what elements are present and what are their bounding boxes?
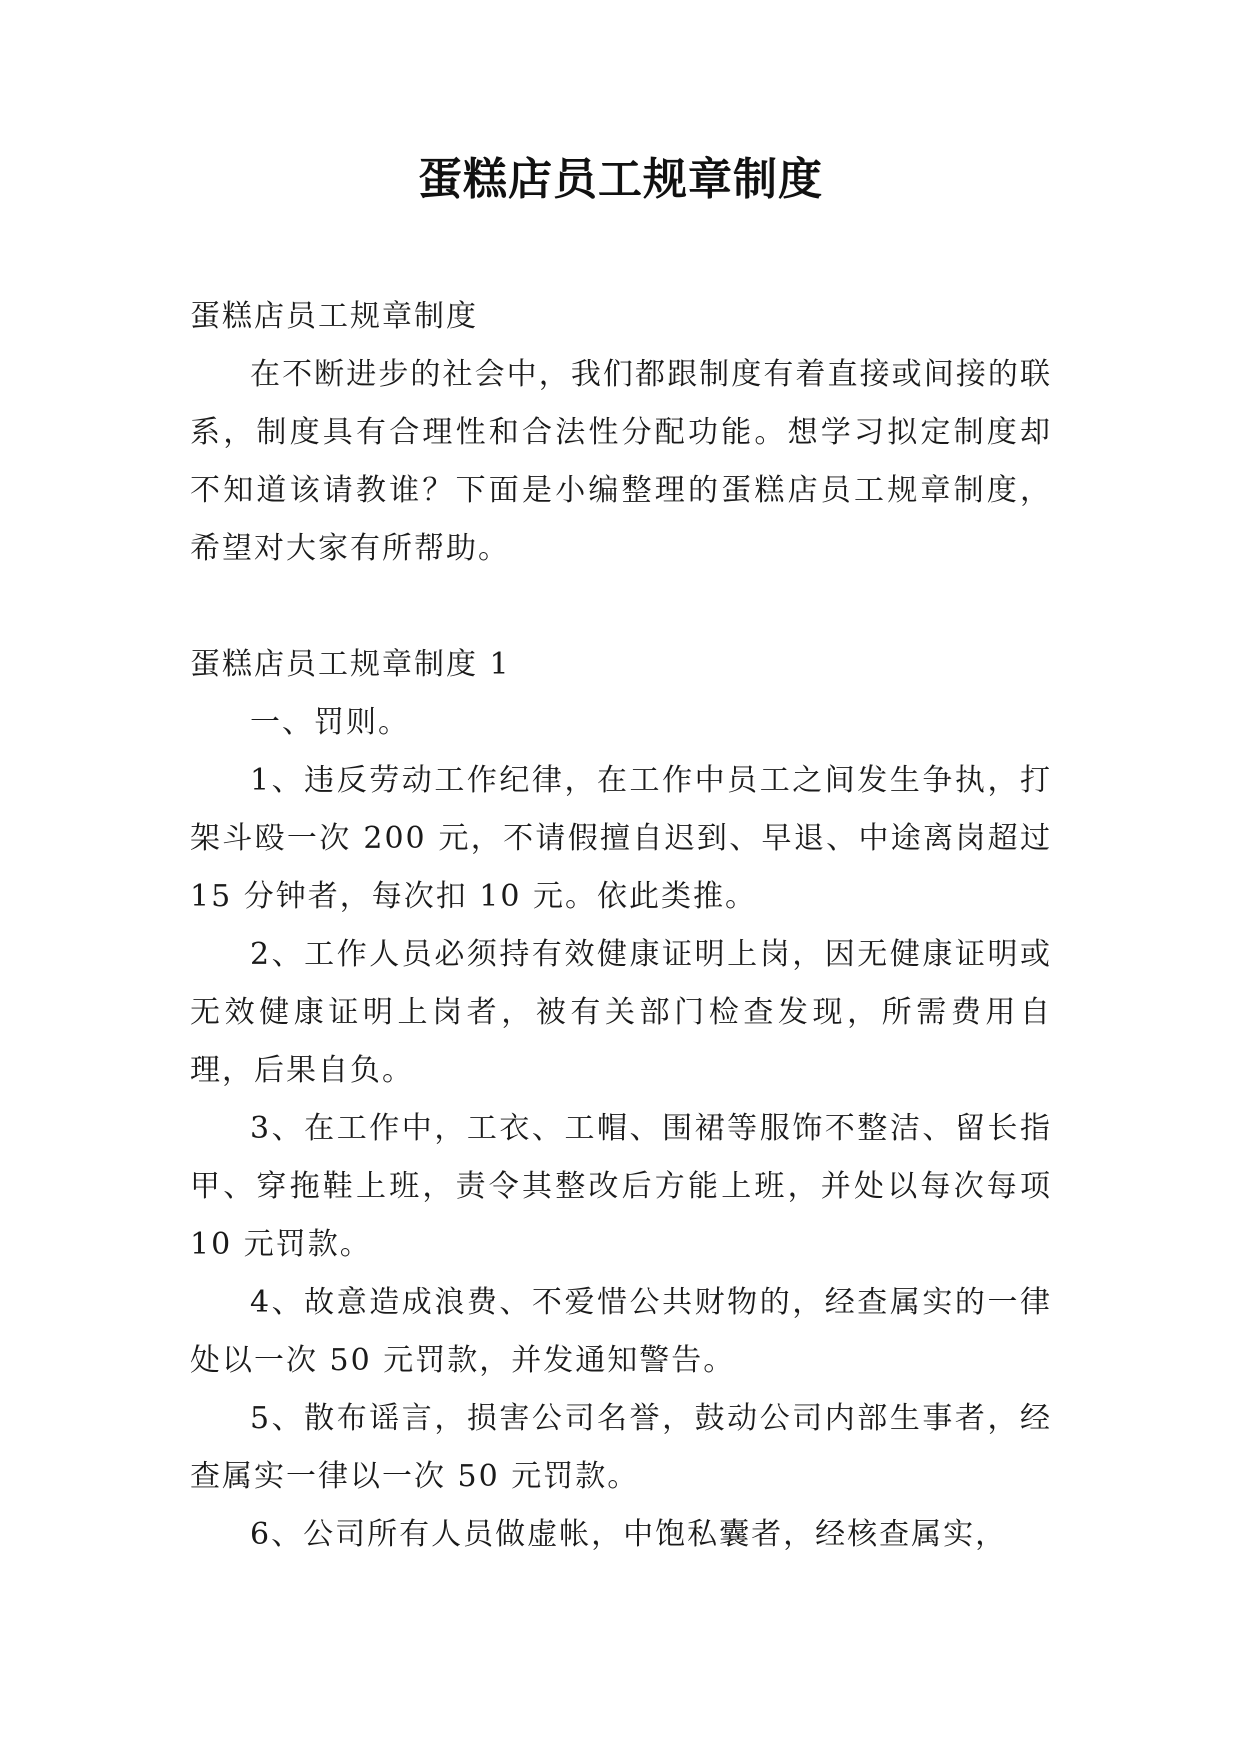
document-subtitle: 蛋糕店员工规章制度 (190, 299, 478, 334)
penalty-heading: 一、罚则。 (250, 705, 410, 740)
rule-item-2: 2、工作人员必须持有效健康证明上岗，因无健康证明或无效健康证明上岗者，被有关部门检查发现，所需费用自理，后果自负。 (190, 937, 1052, 1088)
rule-item-3: 3、在工作中，工衣、工帽、围裙等服饰不整洁、留长指甲、穿拖鞋上班，责令其整改后方能上班，并处以每次每项 10 元罚款。 (190, 1111, 1052, 1262)
intro-paragraph: 在不断进步的社会中，我们都跟制度有着直接或间接的联系，制度具有合理性和合法性分配功能。想学习拟定制度却不知道该请教谁？下面是小编整理的蛋糕店员工规章制度，希望对大家有所帮助。 (190, 357, 1052, 566)
document-body (190, 288, 1052, 1564)
rule-item-6: 6、公司所有人员做虚帐，中饱私囊者，经核查属实， (250, 1517, 1008, 1552)
section-spacer (190, 578, 1052, 636)
section-title: 蛋糕店员工规章制度 1 (190, 647, 511, 682)
rule-item-5: 5、散布谣言，损害公司名誉，鼓动公司内部生事者，经查属实一律以一次 50 元罚款。 (190, 1401, 1052, 1494)
rule-item-1: 1、违反劳动工作纪律，在工作中员工之间发生争执，打架斗殴一次 200 元，不请假擅自迟到、早退、中途离岗超过 15 分钟者，每次扣 10 元。依此类推。 (190, 763, 1052, 914)
document-title: 蛋糕店员工规章制度 (418, 154, 823, 205)
rule-item-4: 4、故意造成浪费、不爱惜公共财物的，经查属实的一律处以一次 50 元罚款，并发通知警告。 (190, 1285, 1052, 1378)
